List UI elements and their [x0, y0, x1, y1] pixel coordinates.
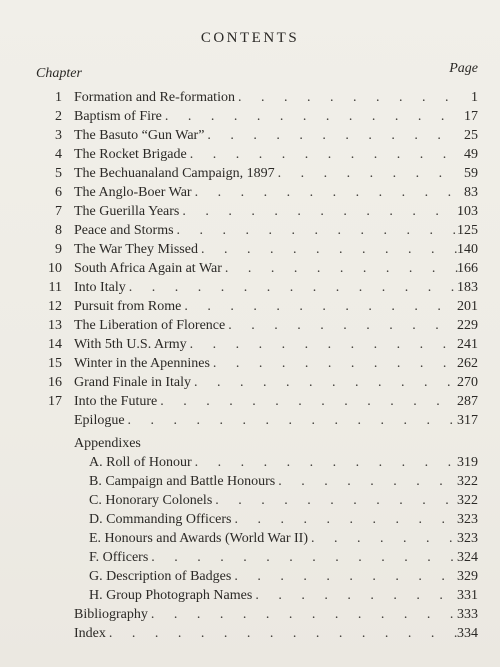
dot-leader — [109, 624, 460, 643]
index-title: Index — [74, 626, 106, 641]
dot-leader — [213, 354, 460, 373]
page-number: 125 — [457, 223, 478, 238]
page-number: 323 — [457, 531, 478, 546]
chapter-number: 13 — [48, 318, 62, 333]
dot-leader — [238, 88, 460, 107]
page-number: 83 — [464, 185, 478, 200]
dot-leader — [190, 145, 460, 164]
appendix-row — [0, 529, 500, 548]
dot-leader — [151, 548, 460, 567]
page-number: 334 — [457, 626, 478, 641]
page-number: 324 — [457, 550, 478, 565]
dot-leader — [234, 567, 460, 586]
dot-leader — [255, 586, 460, 605]
dot-leader — [128, 411, 460, 430]
page-number: 241 — [457, 337, 478, 352]
table-of-contents — [0, 88, 500, 643]
chapter-row — [0, 278, 500, 297]
chapter-row — [0, 392, 500, 411]
chapter-title: The Guerilla Years — [74, 204, 180, 219]
chapter-title: Formation and Re-formation — [74, 90, 235, 105]
page-number: 183 — [457, 280, 478, 295]
dot-leader — [151, 605, 460, 624]
chapter-title: With 5th U.S. Army — [74, 337, 187, 352]
chapter-number: 3 — [55, 128, 62, 143]
page-number: 1 — [471, 90, 478, 105]
appendix-title: F. Officers — [89, 550, 149, 565]
appendixes-heading-row — [0, 434, 500, 453]
chapter-title: Peace and Storms — [74, 223, 174, 238]
appendix-title: G. Description of Badges — [89, 569, 232, 584]
chapter-row — [0, 373, 500, 392]
page-number: 322 — [457, 493, 478, 508]
dot-leader — [278, 472, 460, 491]
chapter-number: 14 — [48, 337, 62, 352]
dot-leader — [184, 297, 460, 316]
chapter-title: The Liberation of Florence — [74, 318, 226, 333]
dot-leader — [195, 453, 460, 472]
appendix-title: D. Commanding Officers — [89, 512, 232, 527]
appendix-title: E. Honours and Awards (World War II) — [89, 531, 308, 546]
dot-leader — [215, 491, 460, 510]
page-number: 229 — [457, 318, 478, 333]
chapter-number: 7 — [55, 204, 62, 219]
dot-leader — [160, 392, 460, 411]
chapter-number: 2 — [55, 109, 62, 124]
page-number: 59 — [464, 166, 478, 181]
chapter-number: 17 — [48, 394, 62, 409]
chapter-title: The Bechuanaland Campaign, 1897 — [74, 166, 275, 181]
bibliography-title: Bibliography — [74, 607, 148, 622]
chapter-row — [0, 221, 500, 240]
chapter-title: Winter in the Apennines — [74, 356, 210, 371]
chapter-number: 1 — [55, 90, 62, 105]
chapter-row — [0, 145, 500, 164]
chapter-number: 9 — [55, 242, 62, 257]
chapter-number: 16 — [48, 375, 62, 390]
chapter-column-heading: Chapter — [36, 66, 82, 81]
chapter-title: Grand Finale in Italy — [74, 375, 192, 390]
page-number: 25 — [464, 128, 478, 143]
chapter-title: South Africa Again at War — [74, 261, 222, 276]
page-number: 329 — [457, 569, 478, 584]
dot-leader — [182, 202, 460, 221]
dot-leader — [207, 126, 460, 145]
chapter-row — [0, 202, 500, 221]
chapter-title: Into Italy — [74, 280, 126, 295]
appendix-row — [0, 510, 500, 529]
chapter-title: Into the Future — [74, 394, 158, 409]
dot-leader — [195, 183, 460, 202]
page-number: 103 — [457, 204, 478, 219]
dot-leader — [228, 316, 460, 335]
dot-leader — [177, 221, 460, 240]
page-number: 17 — [464, 109, 478, 124]
appendixes-heading: Appendixes — [74, 436, 141, 451]
dot-leader — [194, 373, 460, 392]
page-number: 166 — [457, 261, 478, 276]
chapter-title: Baptism of Fire — [74, 109, 162, 124]
chapter-row — [0, 240, 500, 259]
epilogue-row — [0, 411, 500, 430]
chapter-row — [0, 354, 500, 373]
chapter-number: 8 — [55, 223, 62, 238]
chapter-number: 15 — [48, 356, 62, 371]
appendix-row — [0, 472, 500, 491]
page-column-heading: Page — [449, 61, 478, 76]
chapter-row — [0, 88, 500, 107]
page-title: CONTENTS — [200, 30, 300, 46]
page-number: 331 — [457, 588, 478, 603]
page-number: 287 — [457, 394, 478, 409]
bibliography-row — [0, 605, 500, 624]
dot-leader — [129, 278, 460, 297]
appendix-title: A. Roll of Honour — [89, 455, 192, 470]
epilogue-title: Epilogue — [74, 413, 125, 428]
index-row — [0, 624, 500, 643]
page-number: 333 — [457, 607, 478, 622]
chapter-row — [0, 316, 500, 335]
appendix-row — [0, 586, 500, 605]
chapter-title: The War They Missed — [74, 242, 198, 257]
chapter-row — [0, 259, 500, 278]
appendix-row — [0, 491, 500, 510]
appendix-title: B. Campaign and Battle Honours — [89, 474, 276, 489]
chapter-number: 12 — [48, 299, 62, 314]
appendix-title: C. Honorary Colonels — [89, 493, 213, 508]
dot-leader — [225, 259, 460, 278]
page-number: 270 — [457, 375, 478, 390]
chapter-title: Pursuit from Rome — [74, 299, 182, 314]
chapter-row — [0, 183, 500, 202]
page-number: 49 — [464, 147, 478, 162]
chapter-number: 4 — [55, 147, 62, 162]
chapter-row — [0, 126, 500, 145]
page-number: 262 — [457, 356, 478, 371]
chapter-row — [0, 164, 500, 183]
appendix-row — [0, 548, 500, 567]
page-number: 201 — [457, 299, 478, 314]
page-number: 319 — [457, 455, 478, 470]
page-number: 323 — [457, 512, 478, 527]
page-number: 140 — [457, 242, 478, 257]
dot-leader — [190, 335, 460, 354]
chapter-title: The Basuto “Gun War” — [74, 128, 205, 143]
page-number: 317 — [457, 413, 478, 428]
chapter-row — [0, 335, 500, 354]
chapter-number: 11 — [48, 280, 62, 295]
dot-leader — [278, 164, 460, 183]
chapter-row — [0, 297, 500, 316]
dot-leader — [201, 240, 460, 259]
dot-leader — [234, 510, 460, 529]
dot-leader — [165, 107, 460, 126]
appendix-row — [0, 567, 500, 586]
chapter-number: 10 — [48, 261, 62, 276]
chapter-number: 6 — [55, 185, 62, 200]
chapter-number: 5 — [55, 166, 62, 181]
appendix-row — [0, 453, 500, 472]
appendix-title: H. Group Photograph Names — [89, 588, 253, 603]
chapter-title: The Anglo-Boer War — [74, 185, 192, 200]
chapter-row — [0, 107, 500, 126]
page-number: 322 — [457, 474, 478, 489]
chapter-title: The Rocket Brigade — [74, 147, 187, 162]
